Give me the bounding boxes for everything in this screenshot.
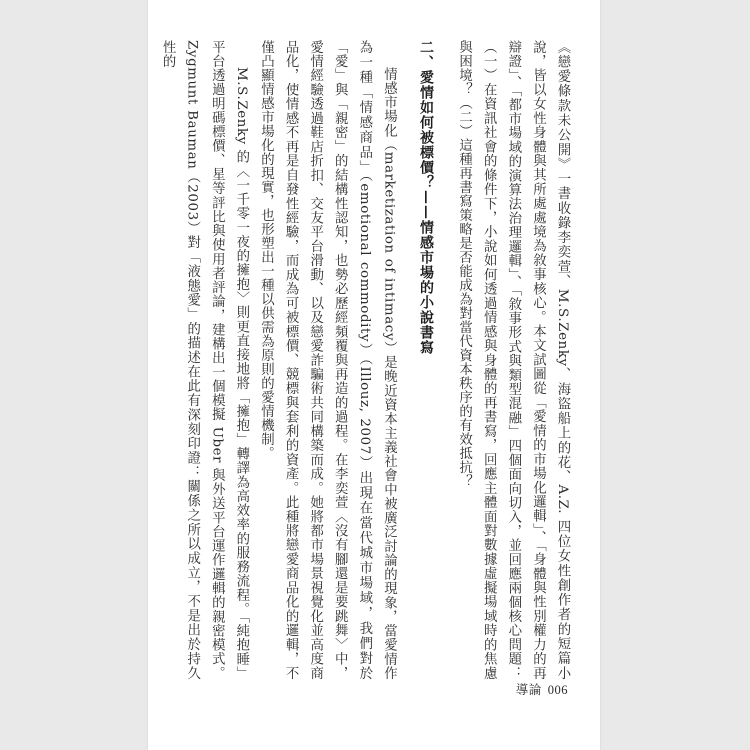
page-number: 006	[547, 683, 568, 697]
section-gap	[438, 40, 451, 680]
footer-label: 導論	[515, 682, 542, 697]
section-gap	[400, 40, 413, 680]
book-page	[148, 0, 600, 750]
intro-paragraph: 《戀愛條款未公開》一書收錄李奕萱、M.S.Zenky、海盜船上的花、A.Z. 四位女性創作者的短篇小說，皆以女性身體與其所處處境為敘事核心。本文試圖從「愛情的市場化邏輯」、「身體與性別權力的再辯證」、「都市場域的演算法治理邏輯」、「敘事形式與類型混融」四個面向切入，並回應兩個核心問題：（一）在資訊社會的條件下，小說如何透過情感與身體的再書寫，回應主體面對數據虛擬場域時的焦慮與困境？（二）這種再書寫策略是否能成為對當代資本秩序的有效抵抗？	[456, 40, 570, 680]
body-paragraph: M.S.Zenky 的〈一千零一夜的擁抱〉則更直接地將「擁抱」轉譯為高效率的服務流程。「純抱睡」平台透過明碼標價、星等評比與使用者評論，建構出一個模擬 Uber 與外送平台運作邏輯的親密模式。Zygmunt Bauman（2003）對「液態愛」的描述在此有深刻印證：關係之所以成立，不是出於持久性的	[160, 40, 249, 680]
body-paragraph: 情感市場化（marketization of intimacy）是晚近資本主義社會中被廣泛討論的現象，當愛情作為一種「情感商品」（emotional commodity）（Illouz, 2007）出現在當代城市場域，我們對於「愛」與「親密」的結構性認知，也勢必歷經頻覆與再造的過程。在李奕萱〈沒有腳還是要跳舞〉中，愛情經驗透過鞋店折扣、交友平台滑動、以及戀愛詐騙術共同構築而成。她將都市場景視覺化並高度商品化，使情感不再是自發性經驗，而成為可被標價、競標與套利的資產。此種將戀愛商品化的邏輯，不僅凸顯情感市場化的現實，也形塑出一種以供需為原則的愛情機制。	[258, 40, 397, 680]
vertical-text-block	[155, 40, 575, 680]
page-footer	[516, 680, 568, 698]
section-heading: 二、愛情如何被標價？——情感市場的小說書寫	[418, 40, 435, 355]
